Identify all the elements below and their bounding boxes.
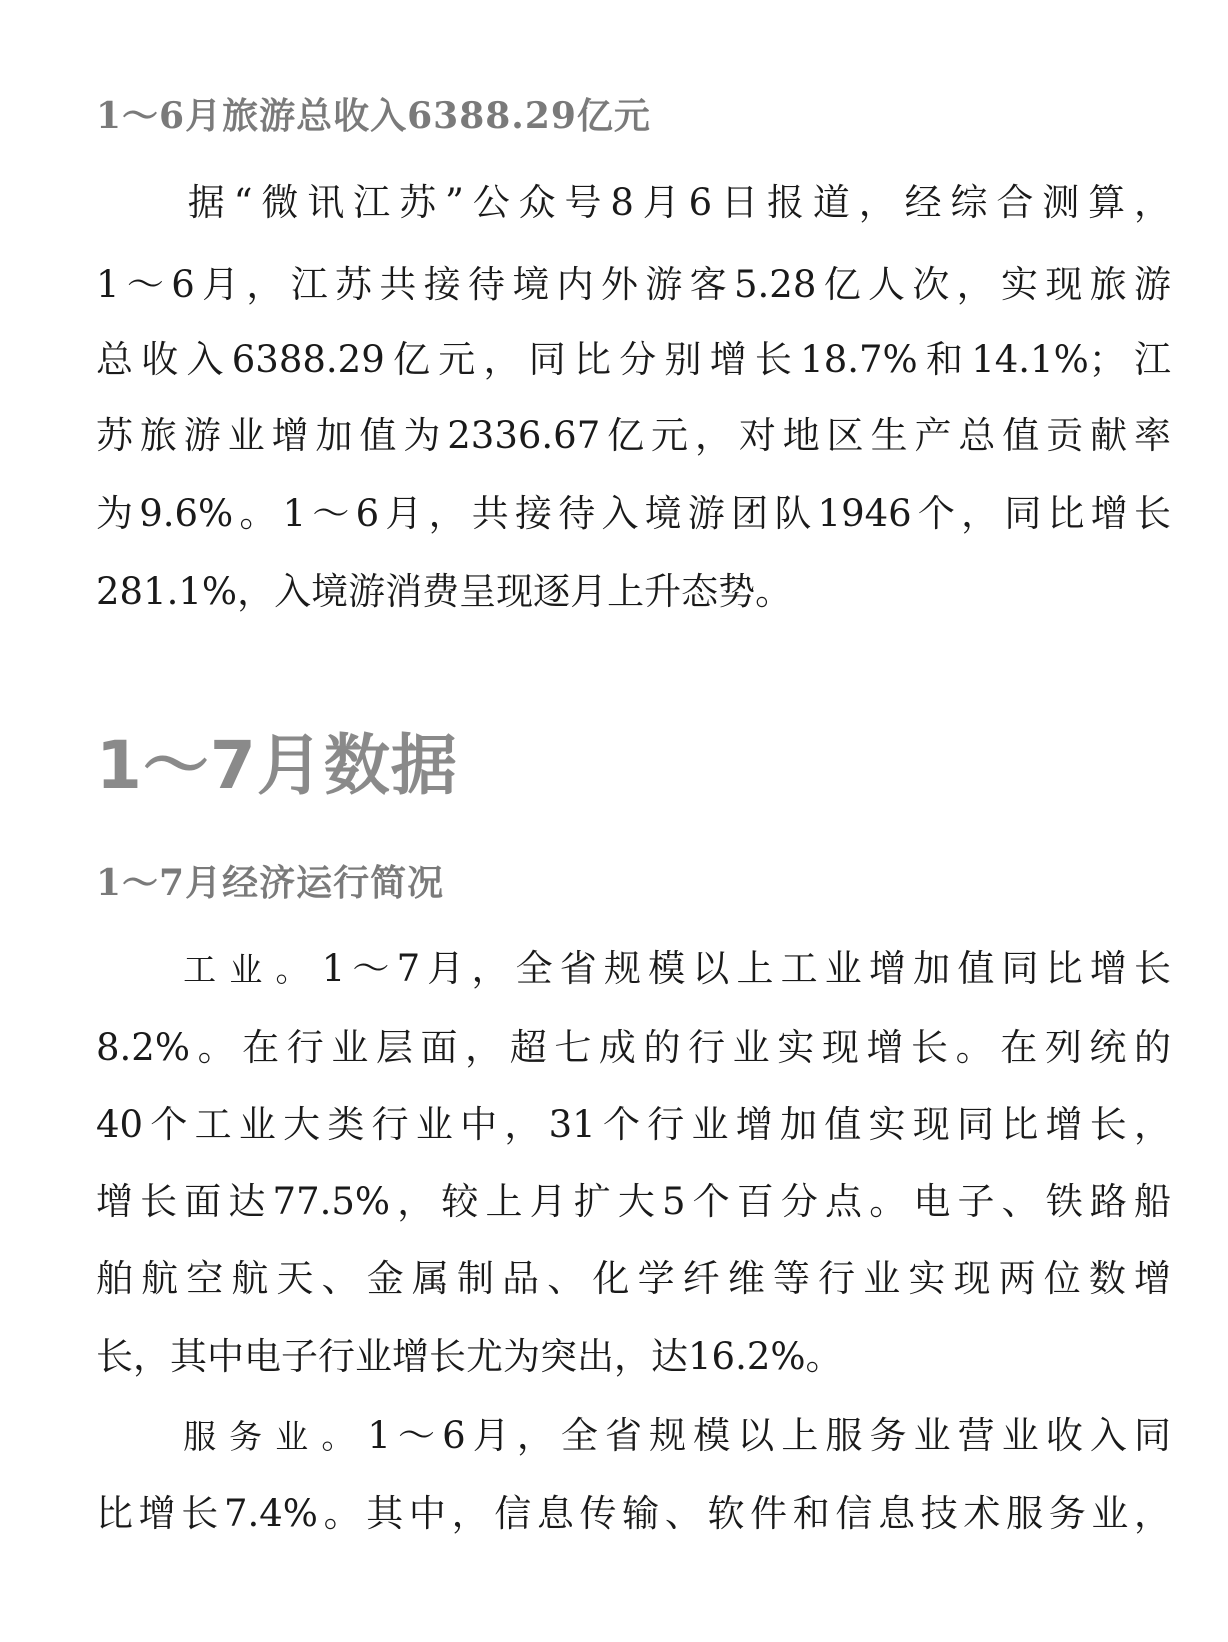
industry-lead-label: 工业。 [176,950,322,989]
paragraph-line: 据“微讯江苏”公众号8月6日报道，经综合测算， [96,181,1171,224]
paragraph-line: 苏旅游业增加值为2336.67亿元，对地区生产总值贡献率 [96,414,1171,457]
paragraph-line: 281.1%，入境游消费呈现逐月上升态势。 [96,570,793,613]
paragraph-line: 1～6月，江苏共接待境内外游客5.28亿人次，实现旅游 [96,263,1171,306]
subheading-economic-overview: 1～7月经济运行简况 [96,862,445,904]
section-title-jan-jul: 1～7月数据 [96,727,458,804]
services-lead-label: 服务业。 [176,1417,368,1456]
paragraph-line-industry-lead [96,945,1171,993]
paragraph-line-services-lead [96,1412,1171,1460]
paragraph-line: 8.2%。在行业层面，超七成的行业实现增长。在列统的 [96,1026,1171,1069]
services-line-text: 1～6月，全省规模以上服务业营业收入同 [367,1414,1171,1457]
paragraph-line: 40个工业大类行业中，31个行业增加值实现同比增长， [96,1103,1171,1146]
industry-line-text: 1～7月，全省规模以上工业增加值同比增长 [321,947,1171,990]
subheading-tourism-revenue: 1～6月旅游总收入6388.29亿元 [96,95,651,137]
paragraph-line: 总收入6388.29亿元，同比分别增长18.7%和14.1%；江 [96,338,1171,381]
paragraph-line: 增长面达77.5%，较上月扩大5个百分点。电子、铁路船 [96,1180,1171,1223]
paragraph-line: 为9.6%。1～6月，共接待入境游团队1946个，同比增长 [96,492,1171,535]
paragraph-line: 舶航空航天、金属制品、化学纤维等行业实现两位数增 [96,1257,1171,1300]
paragraph-line: 比增长7.4%。其中，信息传输、软件和信息技术服务业， [96,1492,1171,1535]
paragraph-line: 长，其中电子行业增长尤为突出，达16.2%。 [96,1335,843,1378]
